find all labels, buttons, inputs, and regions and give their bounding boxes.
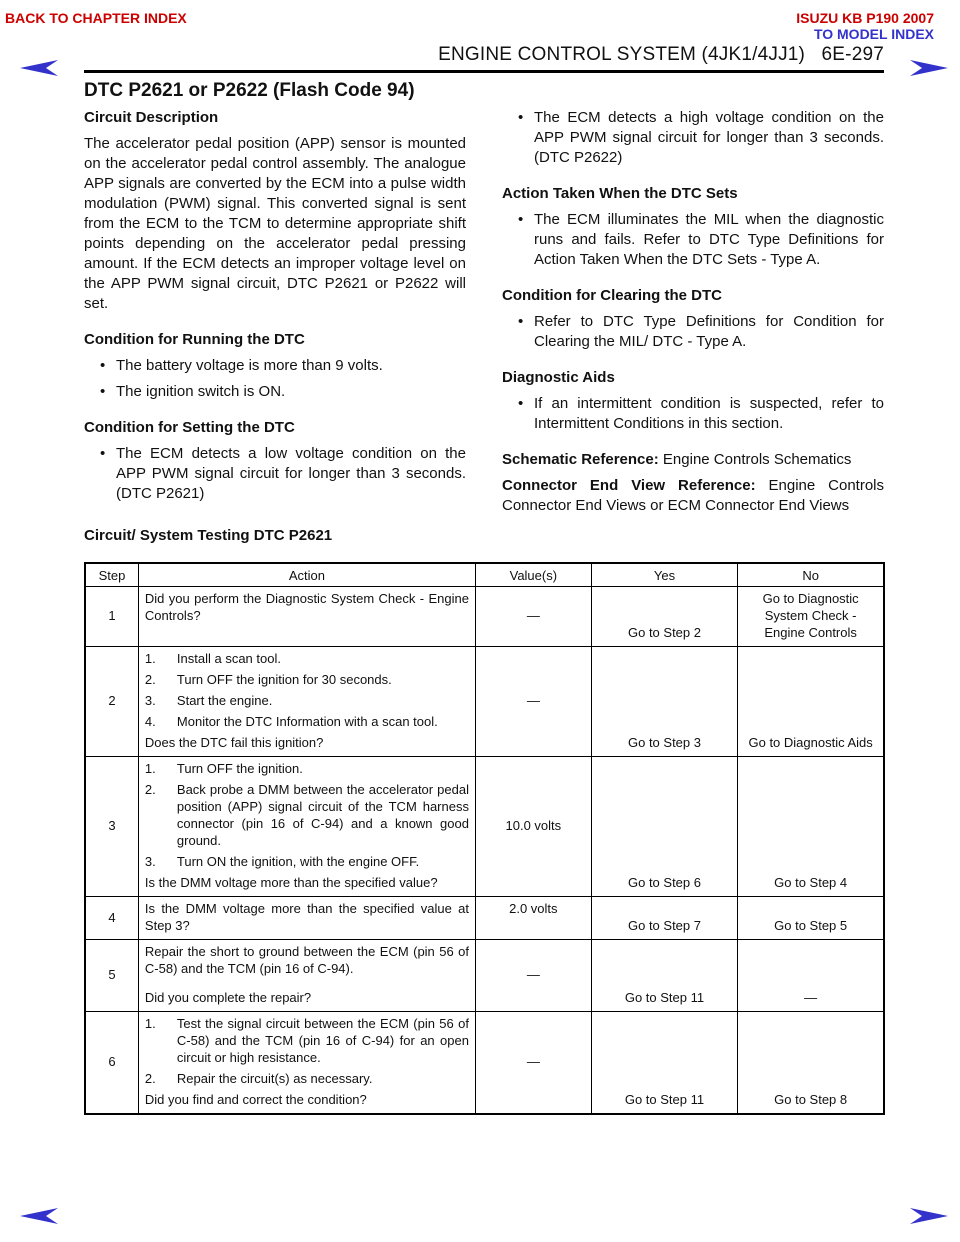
table-row xyxy=(85,647,884,757)
step-question: Did you find and correct the condition? xyxy=(144,1092,367,1107)
step-no[interactable]: Go to Diagnostic Aids xyxy=(738,647,884,757)
aids-item: • If an intermittent condition is suspected, refer to Intermittent Conditions in this section. xyxy=(502,394,884,434)
to-model-index-label: TO MODEL INDEX xyxy=(813,26,934,42)
page-title: DTC P2621 or P2622 (Flash Code 94) xyxy=(84,80,415,101)
step-yes[interactable]: Go to Step 11 xyxy=(591,940,738,1012)
action-item: 4. Monitor the DTC Information with a scan tool. xyxy=(144,714,438,729)
action-item: 3. Turn ON the ignition, with the engine OFF. xyxy=(144,854,420,869)
step-value: — xyxy=(475,1012,591,1115)
action-item: 2. Repair the circuit(s) as necessary. xyxy=(144,1071,373,1086)
step-number: 5 xyxy=(85,940,138,1012)
step-question: Is the DMM voltage more than the specified value? xyxy=(144,875,438,890)
action-item: 3. Start the engine. xyxy=(144,693,273,708)
setting-item-high: • The ECM detects a high voltage condition on the APP PWM signal circuit for longer than 3 seconds. (DTC P2622) xyxy=(502,108,884,168)
left-column xyxy=(84,108,466,504)
table-row xyxy=(85,587,884,647)
step-action xyxy=(138,1012,475,1115)
schematic-value: Engine Controls Schematics xyxy=(662,451,852,468)
step-no[interactable]: Go to Diagnostic System Check - Engine Controls xyxy=(738,587,884,647)
step-lead: Repair the short to ground between the ECM (pin 56 of C-58) and the TCM (pin 16 of C-94). xyxy=(144,944,469,976)
step-value: — xyxy=(475,587,591,647)
header-rule xyxy=(84,70,884,73)
running-heading: Condition for Running the DTC xyxy=(84,331,305,348)
step-question: Does the DTC fail this ignition? xyxy=(144,735,324,750)
connector-value: Engine Controls Connector End Views or ECM Connector End Views xyxy=(502,477,885,514)
setting-heading: Condition for Setting the DTC xyxy=(84,419,295,436)
header-yes: Yes xyxy=(591,563,738,587)
step-value: 2.0 volts xyxy=(475,897,591,940)
table-title: Circuit/ System Testing DTC P2621 xyxy=(84,527,333,544)
header-values: Value(s) xyxy=(475,563,591,587)
step-action: Is the DMM voltage more than the specified value at Step 3? xyxy=(138,897,475,940)
prev-page-arrow-icon[interactable] xyxy=(18,58,62,78)
action-item: • The ECM illuminates the MIL when the diagnostic runs and fails. Refer to DTC Type Definitions for Action Taken When the DTC Sets - Type A. xyxy=(502,210,884,270)
diagnostic-table xyxy=(84,562,885,1115)
right-column xyxy=(502,108,884,516)
setting-item-low: • The ECM detects a low voltage condition on the APP PWM signal circuit for longer than 3 seconds. (DTC P2621) xyxy=(84,444,466,504)
header-no: No xyxy=(738,563,884,587)
action-item: 1. Turn OFF the ignition. xyxy=(144,761,303,776)
table-row xyxy=(85,897,884,940)
running-item: • The ignition switch is ON. xyxy=(84,382,466,402)
step-number: 2 xyxy=(85,647,138,757)
step-number: 3 xyxy=(85,757,138,897)
step-value: 10.0 volts xyxy=(475,757,591,897)
step-number: 6 xyxy=(85,1012,138,1115)
step-no[interactable]: Go to Step 8 xyxy=(738,1012,884,1115)
prev-page-arrow-bottom-icon[interactable] xyxy=(18,1206,62,1226)
circuit-heading: Circuit Description xyxy=(84,109,219,126)
step-number: 4 xyxy=(85,897,138,940)
model-title: ISUZU KB P190 2007 xyxy=(796,10,934,26)
aids-heading: Diagnostic Aids xyxy=(502,369,615,386)
step-no: — xyxy=(738,940,884,1012)
next-page-arrow-icon[interactable] xyxy=(906,58,950,78)
connector-label: Connector End View Reference: xyxy=(502,477,756,494)
step-action: Did you perform the Diagnostic System Check - Engine Controls? xyxy=(138,587,475,647)
step-yes[interactable]: Go to Step 6 xyxy=(591,757,738,897)
step-value: — xyxy=(475,940,591,1012)
action-item: 2. Turn OFF the ignition for 30 seconds. xyxy=(144,672,392,687)
table-row xyxy=(85,940,884,1012)
action-heading: Action Taken When the DTC Sets xyxy=(502,185,738,202)
schematic-label: Schematic Reference: xyxy=(502,451,659,468)
connector-reference xyxy=(502,476,884,516)
action-item: 1. Install a scan tool. xyxy=(144,651,281,666)
section-name: ENGINE CONTROL SYSTEM (4JK1/4JJ1) xyxy=(438,44,806,65)
running-item: • The battery voltage is more than 9 volts. xyxy=(84,356,466,376)
table-row xyxy=(85,757,884,897)
page-number: 6E-297 xyxy=(821,44,884,65)
step-action xyxy=(138,757,475,897)
step-yes[interactable]: Go to Step 7 xyxy=(591,897,738,940)
action-item: 2. Back probe a DMM between the accelerator pedal position (APP) signal circuit of the TCM harness connector (pin 16 of C-94) and a known good ground. xyxy=(144,782,469,848)
circuit-description: The accelerator pedal position (APP) sensor is mounted on the accelerator pedal control assembly. The analogue APP signals are converted by the ECM into a pulse width modulation (PWM) signal. This converted signal is sent from the ECM to the TCM to determine appropriate shift points depending on the accelerator pedal pressing amount. If the ECM detects an improper voltage level on the APP PWM signal circuit, DTC P2621 or P2622 will set. xyxy=(84,135,466,312)
step-action xyxy=(138,647,475,757)
schematic-reference xyxy=(502,450,884,470)
table-header-row xyxy=(85,563,884,587)
page-header xyxy=(84,44,884,66)
header-action: Action xyxy=(138,563,475,587)
back-to-chapter-link[interactable]: BACK TO CHAPTER INDEX xyxy=(5,10,187,26)
step-yes[interactable]: Go to Step 2 xyxy=(591,587,738,647)
clearing-item: • Refer to DTC Type Definitions for Condition for Clearing the MIL/ DTC - Type A. xyxy=(502,312,884,352)
step-question: Did you complete the repair? xyxy=(144,990,312,1005)
clearing-heading: Condition for Clearing the DTC xyxy=(502,287,722,304)
step-action xyxy=(138,940,475,1012)
action-item: 1. Test the signal circuit between the ECM (pin 56 of C-58) and the TCM (pin 16 of C-94) for an open circuit or high resistance. xyxy=(144,1016,469,1065)
table-row xyxy=(85,1012,884,1115)
step-no[interactable]: Go to Step 5 xyxy=(738,897,884,940)
header-step: Step xyxy=(85,563,138,587)
step-yes[interactable]: Go to Step 3 xyxy=(591,647,738,757)
next-page-arrow-bottom-icon[interactable] xyxy=(906,1206,950,1226)
step-number: 1 xyxy=(85,587,138,647)
step-yes[interactable]: Go to Step 11 xyxy=(591,1012,738,1115)
step-no[interactable]: Go to Step 4 xyxy=(738,757,884,897)
model-index-link[interactable] xyxy=(796,10,934,42)
step-value: — xyxy=(475,647,591,757)
